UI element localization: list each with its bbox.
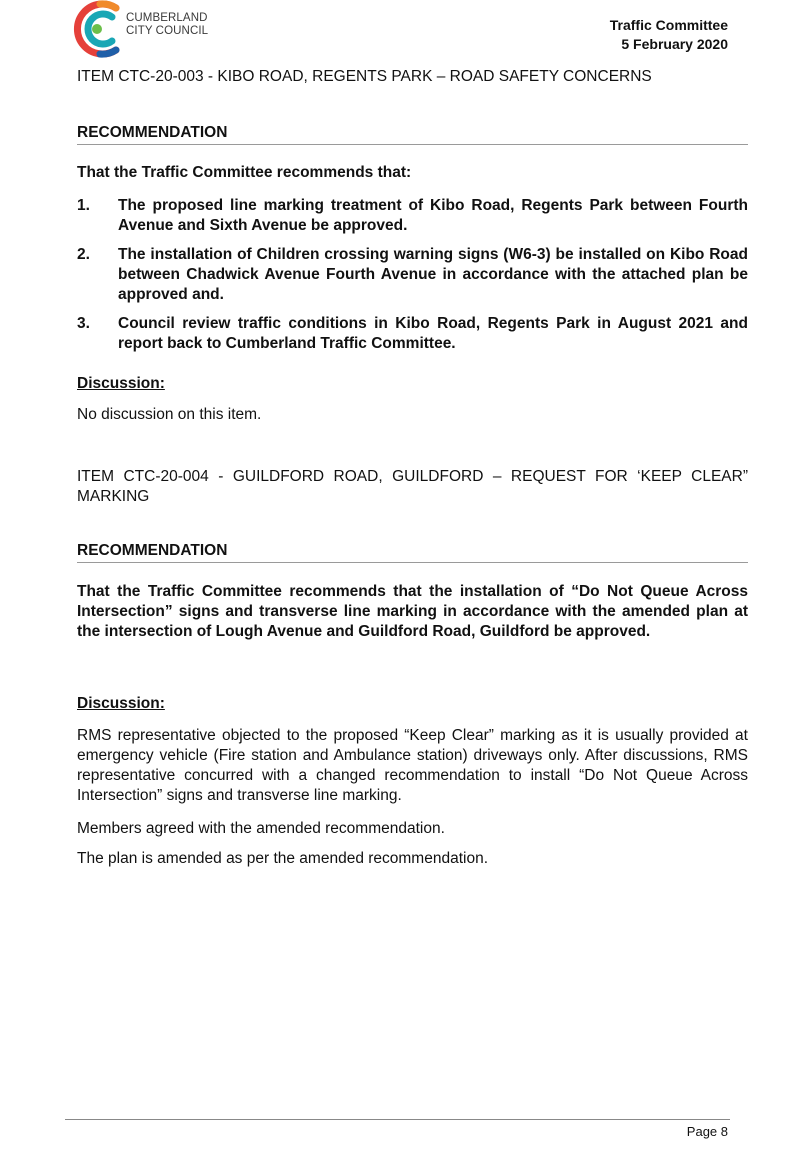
council-logo-icon — [70, 0, 124, 58]
council-logo — [70, 0, 240, 60]
item1-discussion: No discussion on this item. — [77, 406, 262, 423]
rec-item — [77, 196, 748, 236]
item2-rec-heading: RECOMMENDATION — [77, 541, 748, 563]
rec-text: The proposed line marking treatment of Kibo Road, Regents Park between Fourth Avenue and Sixth Avenue be approved. — [118, 197, 748, 234]
item2-discussion-para-2: Members agreed with the amended recommendation. — [77, 820, 445, 837]
item2-discussion-para-1: RMS representative objected to the proposed “Keep Clear” marking as it is usually provided at emergency vehicle (Fire station and Ambulance station) driveways only. After discussions, RMS representative concurred with a changed recommendation to install “Do Not Queue Across Intersection” signs and transverse line marking. — [77, 727, 748, 804]
meeting-date: 5 February 2020 — [621, 36, 728, 52]
item1-rec-heading: RECOMMENDATION — [77, 123, 748, 145]
rec-item — [77, 245, 748, 305]
logo-line-1: CUMBERLAND — [126, 12, 208, 24]
rec-item — [77, 314, 748, 354]
document-header — [610, 16, 728, 54]
item2-discussion-para-3: The plan is amended as per the amended recommendation. — [77, 850, 488, 867]
item2-rec-text: That the Traffic Committee recommends that the installation of “Do Not Queue Across Intersection” signs and transverse line marking in accordance with the amended plan at the intersection of Lough Avenue and Guildford Road, Guildford be approved. — [77, 583, 748, 640]
rec-number: 2. — [77, 246, 90, 263]
rec-text: The installation of Children crossing warning signs (W6-3) be installed on Kibo Road between Chadwick Avenue Fourth Avenue in accordance with the attached plan be approved and. — [118, 246, 748, 303]
item1-title: ITEM CTC-20-003 - KIBO ROAD, REGENTS PARK – ROAD SAFETY CONCERNS — [77, 68, 652, 85]
footer-divider — [65, 1119, 730, 1120]
committee-name: Traffic Committee — [609, 17, 728, 33]
item1-rec-list — [77, 196, 748, 363]
logo-line-2: CITY COUNCIL — [126, 25, 209, 37]
council-logo-text — [126, 12, 208, 38]
item2-title: ITEM CTC-20-004 - GUILDFORD ROAD, GUILDFORD – REQUEST FOR ‘KEEP CLEAR” MARKING — [77, 468, 748, 505]
rec-text: Council review traffic conditions in Kibo Road, Regents Park in August 2021 and report back to Cumberland Traffic Committee. — [118, 315, 748, 352]
item1-discussion-heading: Discussion: — [77, 375, 165, 392]
item2-discussion-heading: Discussion: — [77, 695, 165, 712]
rec-number: 1. — [77, 197, 90, 214]
rec-number: 3. — [77, 315, 90, 332]
item1-rec-intro: That the Traffic Committee recommends that: — [77, 164, 412, 181]
page-number: Page 8 — [686, 1124, 728, 1139]
